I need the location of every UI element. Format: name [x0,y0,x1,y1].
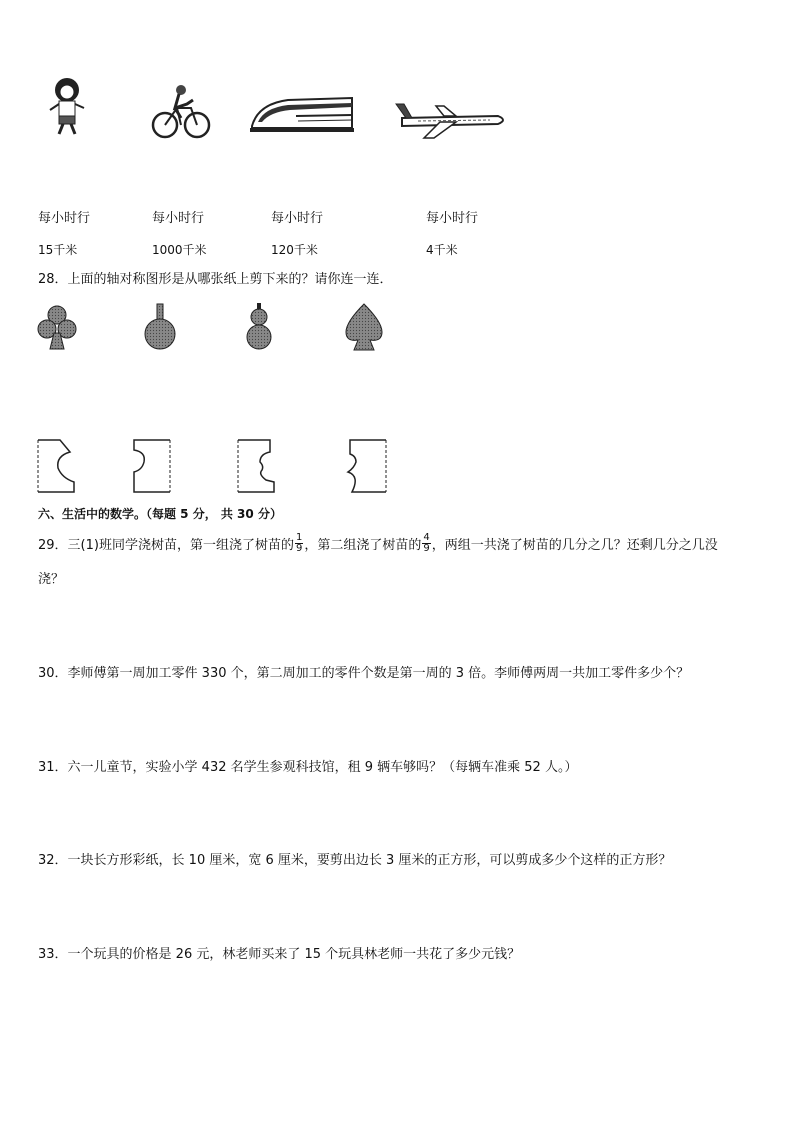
paper-cut-3 [236,438,280,494]
question-33: 33．一个玩具的价格是 26 元，林老师买来了 15 个玩具林老师一共花了多少元钱？ [38,947,521,962]
gourd-shape [242,302,276,352]
speed-value-1: 15千米 [38,243,78,257]
question-31: 31．六一儿童节，实验小学 432 名学生参观科技馆，租 9 辆车够吗？（每辆车准乘 52 人。） [38,760,578,775]
question-28: 28．上面的轴对称图形是从哪张纸上剪下来的？请你连一连． [38,272,393,287]
bottle-shape [140,302,180,352]
question-32: 32．一块长方形彩纸，长 10 厘米，宽 6 厘米，要剪出边长 3 厘米的正方形，可以剪成多少个这样的正方形？ [38,853,672,868]
question-29 [38,533,718,559]
question-29-line2: 浇？ [38,572,65,587]
speed-value-4: 4千米 [426,243,458,257]
girl-walking-picture [44,74,90,138]
speed-label-2: 每小时行 [152,211,205,226]
cyclist-picture [151,82,211,142]
question-29-part2: ，第二组浇了树苗的 [304,538,422,553]
section-6-heading: 六、生活中的数学。（每题 5 分， 共 30 分） [38,507,282,521]
speed-label-3: 每小时行 [271,211,324,226]
fraction-four-ninths: $\frac{4}{9}$ [423,532,430,554]
paper-cut-2 [130,438,174,494]
fraction-one-ninth: $\frac{1}{9}$ [295,532,303,554]
paper-cut-4 [344,438,390,494]
speed-value-2: 1000千米 [152,243,207,257]
speed-label-4: 每小时行 [426,211,479,226]
high-speed-train-picture [248,92,356,136]
question-29-part1: 29．三(1)班同学浇树苗，第一组浇了树苗的 [38,538,294,553]
spade-shape [340,302,388,352]
question-29-part3: ，两组一共浇了树苗的几分之几？还剩几分之几没 [431,538,718,553]
question-30: 30．李师傅第一周加工零件 330 个，第二周加工的零件个数是第一周的 3 倍。李师傅两周一共加工零件多少个？ [38,666,690,681]
speed-value-3: 120千米 [271,243,318,257]
club-shape [36,305,78,351]
airplane-picture [394,98,508,140]
speed-label-1: 每小时行 [38,211,91,226]
paper-cut-1 [36,438,78,494]
